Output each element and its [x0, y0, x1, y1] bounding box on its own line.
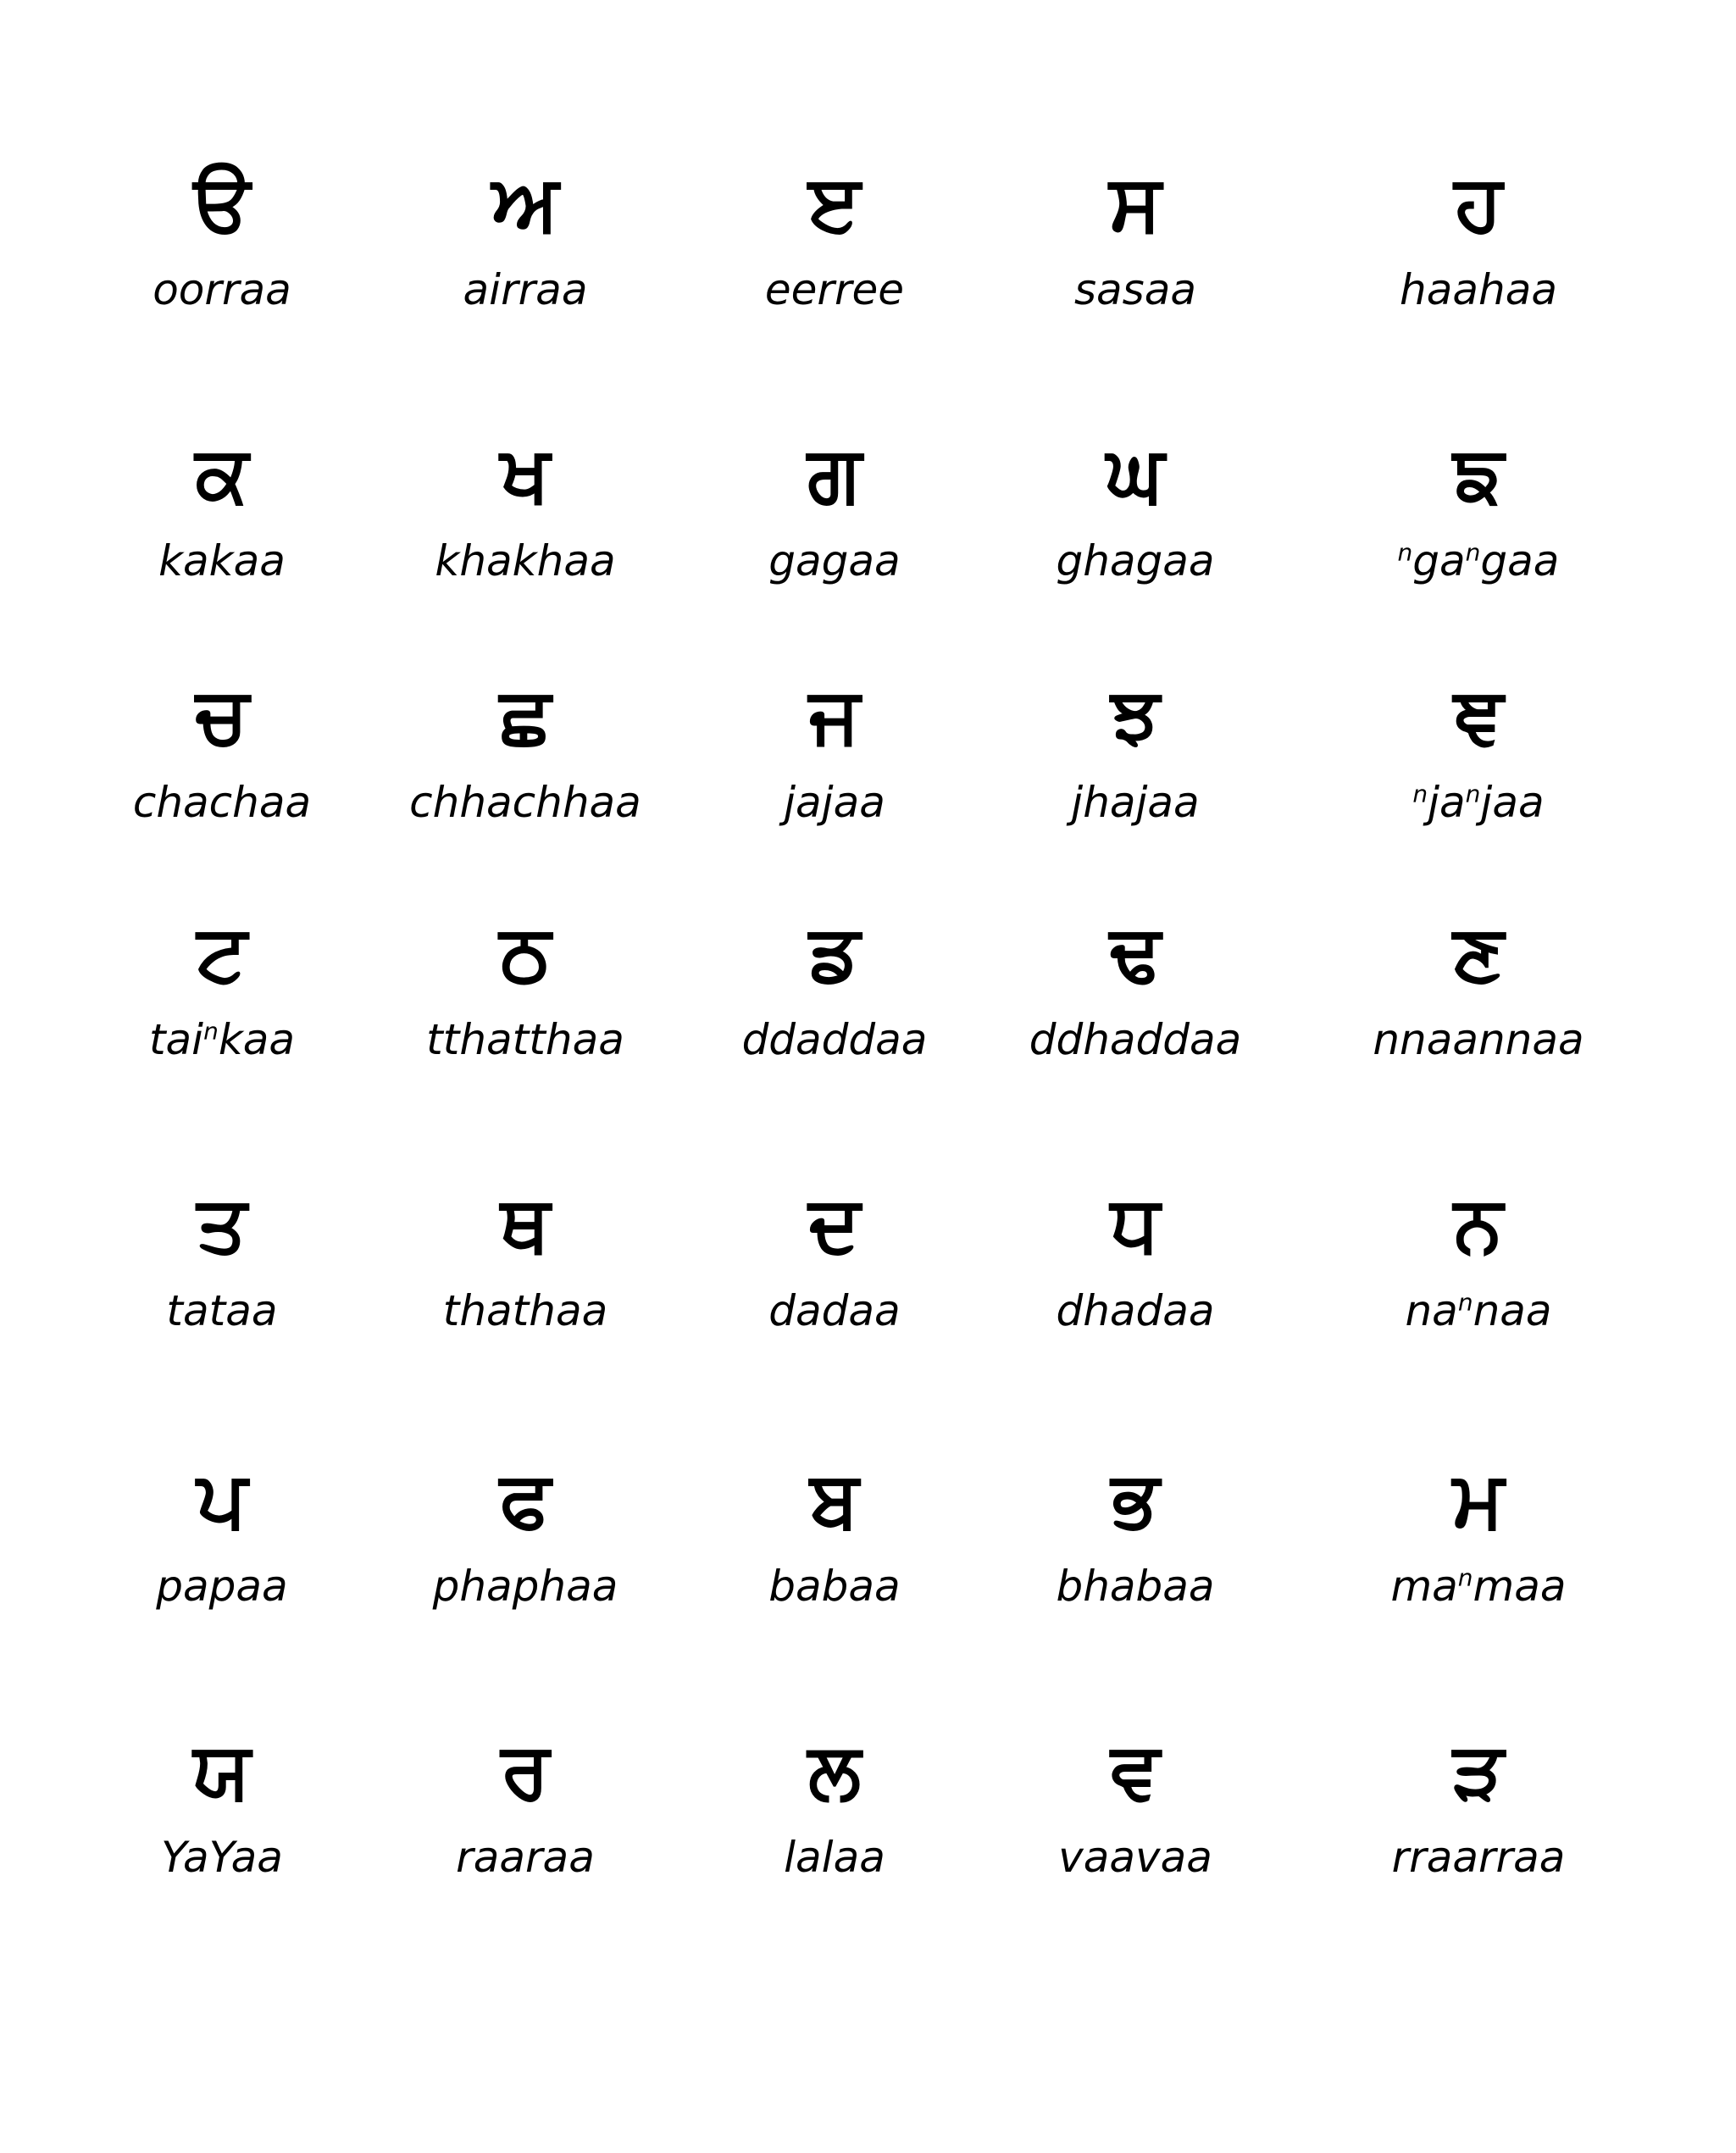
letter-name	[364, 1556, 686, 1616]
letter-name-part: tai	[148, 1015, 204, 1064]
letter-cell	[674, 157, 996, 360]
gurmukhi-letter: ੲ	[808, 158, 861, 248]
nasal-mark: n	[1412, 780, 1428, 808]
letter-cell	[61, 157, 383, 360]
gurmukhi-letter: ਹ	[1454, 158, 1503, 248]
letter-name-part: ddhaddaa	[1029, 1015, 1242, 1064]
gurmukhi-letter: ਨ	[1454, 1179, 1503, 1269]
gurmukhi-letter: ਭ	[1111, 1454, 1160, 1545]
letter-name-part: na	[1405, 1286, 1458, 1335]
letter-name	[364, 1828, 686, 1887]
letter-name-part: YaYaa	[161, 1833, 283, 1882]
letter-name	[674, 531, 996, 591]
gurmukhi-letter: ਟ	[197, 907, 247, 998]
gurmukhi-letter: ਞ	[1453, 670, 1504, 761]
gurmukhi-letter: ਲ	[807, 1725, 862, 1816]
letter-cell	[364, 157, 686, 360]
gurmukhi-letter: ਬ	[810, 1454, 859, 1545]
gurmukhi-letter: ਯ	[193, 1725, 251, 1816]
gurmukhi-letter: ਣ	[1453, 907, 1504, 998]
letter-cell	[61, 1724, 383, 1928]
letter-name-part: oorraa	[153, 265, 291, 314]
letter-cell	[61, 907, 383, 1110]
gurmukhi-letter: ਜ	[808, 670, 861, 761]
gurmukhi-letter: ਕ	[195, 429, 249, 519]
gurmukhi-letter: ਚ	[195, 670, 248, 761]
letter-name	[674, 1828, 996, 1887]
letter-name	[61, 260, 383, 319]
letter-name	[61, 1010, 383, 1069]
gurmukhi-letter: ਢ	[1109, 907, 1162, 998]
letter-name-part: dhadaa	[1056, 1286, 1215, 1335]
letter-cell	[364, 1178, 686, 1381]
letter-name	[674, 1010, 996, 1069]
letter-name	[674, 1281, 996, 1340]
letter-cell	[974, 1178, 1296, 1381]
letter-name	[974, 1828, 1296, 1887]
letter-name	[61, 531, 383, 591]
letter-name	[1317, 1010, 1639, 1069]
gurmukhi-letter: ਝ	[1111, 670, 1160, 761]
letter-name-part: maa	[1473, 1562, 1567, 1611]
gurmukhi-letter: ਸ	[1109, 158, 1162, 248]
letter-name	[364, 260, 686, 319]
letter-cell	[364, 1724, 686, 1928]
letter-cell	[974, 157, 1296, 360]
gurmukhi-letter: ਘ	[1106, 429, 1165, 519]
letter-cell	[974, 907, 1296, 1110]
letter-cell	[1317, 428, 1639, 631]
gurmukhi-letter: ਮ	[1452, 1454, 1505, 1545]
gurmukhi-letter: ਵ	[1111, 1725, 1160, 1816]
nasal-mark: n	[1465, 780, 1481, 808]
letter-cell	[974, 1724, 1296, 1928]
letter-cell	[674, 428, 996, 631]
gurmukhi-letter: ਠ	[499, 907, 552, 998]
letter-cell	[974, 1453, 1296, 1656]
letter-name-part: haahaa	[1400, 265, 1557, 314]
letter-name-part: chhachhaa	[409, 778, 641, 827]
letter-cell	[1317, 157, 1639, 360]
letter-name	[61, 1828, 383, 1887]
letter-name	[974, 1010, 1296, 1069]
letter-name	[1317, 260, 1639, 319]
letter-name	[974, 1281, 1296, 1340]
letter-name-part: babaa	[768, 1562, 901, 1611]
letter-name-part: airraa	[463, 265, 588, 314]
letter-cell	[1317, 1724, 1639, 1928]
letter-name	[674, 1556, 996, 1616]
letter-name	[674, 773, 996, 832]
letter-cell	[364, 907, 686, 1110]
letter-name-part: nnaannaa	[1373, 1015, 1584, 1064]
letter-name-part: khakhaa	[435, 536, 616, 585]
nasal-mark: n	[203, 1017, 219, 1046]
letter-name	[974, 531, 1296, 591]
letter-name-part: chachaa	[132, 778, 312, 827]
nasal-mark: n	[1457, 1563, 1473, 1592]
letter-cell	[364, 669, 686, 873]
letter-cell	[674, 669, 996, 873]
gurmukhi-letter: ਡ	[809, 907, 860, 998]
letter-name	[1317, 531, 1639, 591]
letter-cell	[1317, 1178, 1639, 1381]
letter-name-part: sasaa	[1073, 265, 1197, 314]
letter-name-part: jhajaa	[1071, 778, 1200, 827]
gurmukhi-letter: ਅ	[491, 158, 559, 248]
letter-name	[1317, 1556, 1639, 1616]
letter-cell	[974, 669, 1296, 873]
letter-name-part: ddaddaa	[741, 1015, 928, 1064]
letter-name-part: thathaa	[442, 1286, 608, 1335]
gurmukhi-letter: ਫ	[499, 1454, 552, 1545]
letter-cell	[61, 428, 383, 631]
letter-name-part: lalaa	[784, 1833, 885, 1882]
letter-name-part: kakaa	[158, 536, 286, 585]
letter-name	[974, 773, 1296, 832]
letter-name-part: ja	[1428, 778, 1466, 827]
letter-cell	[364, 428, 686, 631]
letter-cell	[1317, 907, 1639, 1110]
letter-name-part: ghagaa	[1056, 536, 1215, 585]
gurmukhi-letter: ਛ	[499, 670, 552, 761]
gurmukhi-letter: ਥ	[500, 1179, 551, 1269]
gurmukhi-letter: ਦ	[808, 1179, 861, 1269]
letter-cell	[61, 1178, 383, 1381]
gurmukhi-letter: ਙ	[1453, 429, 1504, 519]
letter-name-part: ga	[1412, 536, 1466, 585]
letter-name-part: kaa	[218, 1015, 296, 1064]
letter-cell	[364, 1453, 686, 1656]
gurmukhi-letter: ਧ	[1111, 1179, 1160, 1269]
letter-cell	[61, 669, 383, 873]
letter-name-part: jaa	[1480, 778, 1545, 827]
gurmukhi-letter: ਖ	[500, 429, 551, 519]
letter-cell	[674, 1453, 996, 1656]
gurmukhi-letter: ਪ	[197, 1454, 247, 1545]
letter-name	[974, 1556, 1296, 1616]
letter-name-part: phaphaa	[432, 1562, 618, 1611]
gurmukhi-letter: ੳ	[193, 158, 251, 248]
letter-name	[364, 773, 686, 832]
letter-name-part: tataa	[166, 1286, 278, 1335]
letter-name-part: raaraa	[456, 1833, 595, 1882]
letter-cell	[1317, 1453, 1639, 1656]
letter-name	[61, 1556, 383, 1616]
letter-name	[61, 1281, 383, 1340]
letter-name-part: naa	[1473, 1286, 1552, 1335]
letter-name	[1317, 1828, 1639, 1887]
letter-name-part: jajaa	[784, 778, 885, 827]
letter-cell	[1317, 669, 1639, 873]
letter-name-part: tthatthaa	[426, 1015, 624, 1064]
letter-name	[674, 260, 996, 319]
letter-name	[364, 531, 686, 591]
letter-name-part: gaa	[1480, 536, 1560, 585]
letter-name-part: eerree	[764, 265, 905, 314]
nasal-mark: n	[1457, 1288, 1473, 1317]
letter-cell	[674, 1178, 996, 1381]
letter-name	[1317, 1281, 1639, 1340]
letter-cell	[974, 428, 1296, 631]
letter-name-part: ma	[1390, 1562, 1458, 1611]
letter-name	[1317, 773, 1639, 832]
gurmukhi-letter: ਗ	[807, 429, 862, 519]
letter-name	[974, 260, 1296, 319]
letter-name	[364, 1010, 686, 1069]
gurmukhi-letter: ੜ	[1452, 1725, 1505, 1816]
letter-cell	[674, 907, 996, 1110]
gurmukhi-letter: ਤ	[197, 1179, 247, 1269]
nasal-mark: n	[1465, 538, 1481, 567]
nasal-mark: n	[1397, 538, 1413, 567]
letter-name-part: bhabaa	[1056, 1562, 1215, 1611]
letter-name-part: papaa	[156, 1562, 288, 1611]
letter-name-part: vaavaa	[1058, 1833, 1212, 1882]
letter-cell	[674, 1724, 996, 1928]
letter-cell	[61, 1453, 383, 1656]
letter-name	[61, 773, 383, 832]
gurmukhi-letter: ਰ	[501, 1725, 550, 1816]
letter-name-part: gagaa	[768, 536, 901, 585]
letter-name-part: rraarraa	[1391, 1833, 1566, 1882]
letter-name-part: dadaa	[768, 1286, 901, 1335]
letter-name	[364, 1281, 686, 1340]
